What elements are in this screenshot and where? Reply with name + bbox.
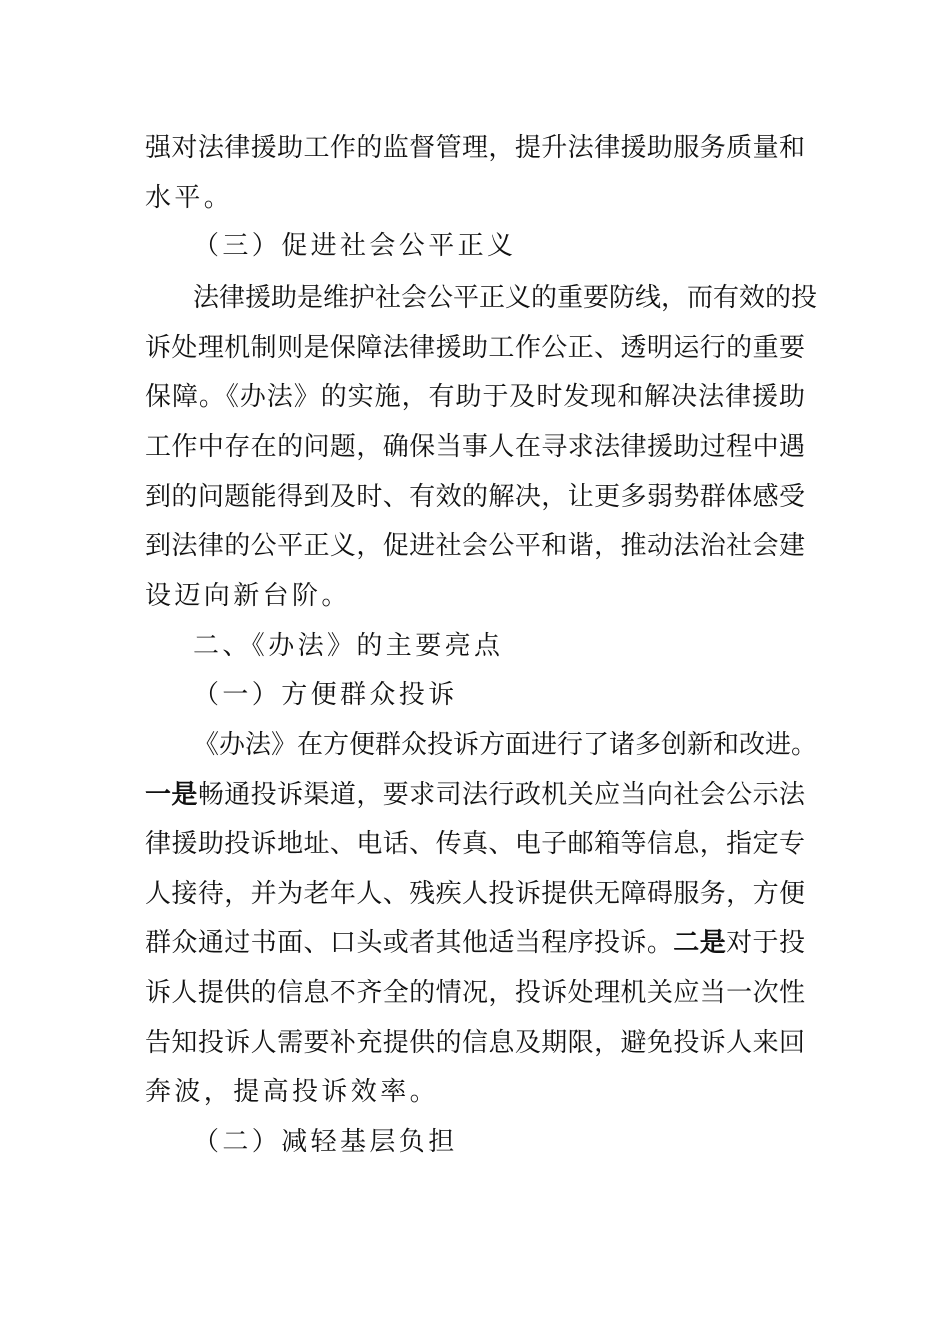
body-text-line: 到法律的公平正义，促进社会公平和谐，推动法治社会建 <box>145 531 805 561</box>
body-text-segment: 群众通过书面、口头或者其他适当程序投诉。 <box>145 928 674 958</box>
emphasis-label: 一是 <box>145 780 198 810</box>
body-text-line: 到的问题能得到及时、有效的解决，让更多弱势群体感受 <box>145 482 805 512</box>
body-text-line <box>145 775 805 815</box>
body-text-line: 工作中存在的问题，确保当事人在寻求法律援助过程中遇 <box>145 432 805 462</box>
body-text-segment: 对于投 <box>726 928 805 958</box>
emphasis-label: 二是 <box>673 928 727 958</box>
body-text-line: 保障。《办法》的实施，有助于及时发现和解决法律援助 <box>145 382 805 412</box>
body-text-line: 诉人提供的信息不齐全的情况，投诉处理机关应当一次性 <box>145 978 805 1008</box>
body-text-line: 奔波，提高投诉效率。 <box>145 1077 440 1107</box>
subsection-heading: （二）减轻基层负担 <box>193 1127 458 1157</box>
body-text-line: 诉处理机制则是保障法律援助工作公正、透明运行的重要 <box>145 333 805 363</box>
subsection-heading: （三）促进社会公平正义 <box>193 231 517 261</box>
subsection-heading: （一）方便群众投诉 <box>193 680 458 710</box>
body-text-line: 设迈向新台阶。 <box>145 581 351 611</box>
body-text-segment: 畅通投诉渠道，要求司法行政机关应当向社会公示法 <box>197 780 805 810</box>
body-text-line: 强对法律援助工作的监督管理，提升法律援助服务质量和 <box>145 133 805 163</box>
section-heading: 二、《办法》的主要亮点 <box>193 631 504 661</box>
body-text-line: 告知投诉人需要补充提供的信息及期限，避免投诉人来回 <box>145 1028 805 1058</box>
body-text-line: 人接待，并为老年人、残疾人投诉提供无障碍服务，方便 <box>145 879 805 909</box>
paragraph-first-line: 法律援助是维护社会公平正义的重要防线，而有效的投 <box>193 283 818 313</box>
body-text-line <box>145 923 805 963</box>
body-text-line: 律援助投诉地址、电话、传真、电子邮箱等信息，指定专 <box>145 829 805 859</box>
body-text-line: 水平。 <box>145 183 234 213</box>
paragraph-first-line: 《办法》在方便群众投诉方面进行了诸多创新和改进。 <box>193 730 818 760</box>
